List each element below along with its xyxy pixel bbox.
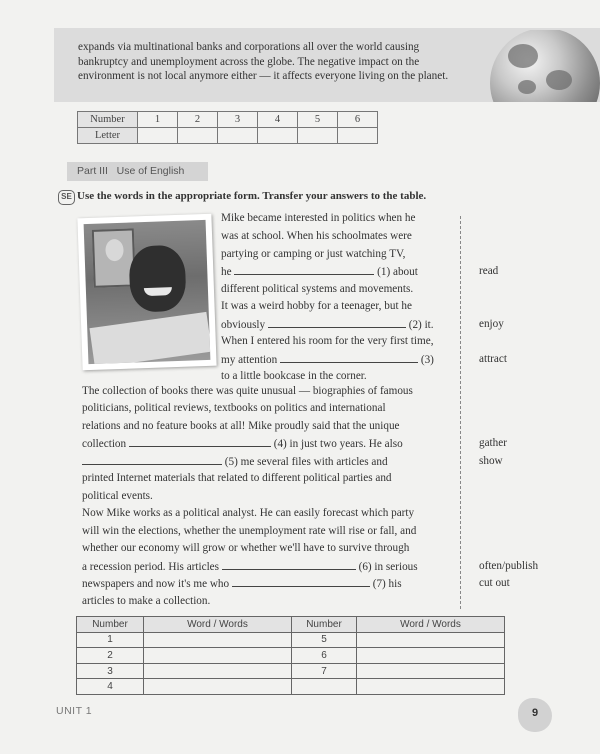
header-number: Number [292,617,357,633]
table-row [77,617,505,633]
header-words: Word / Words [357,617,505,633]
table-row [78,128,378,144]
answer-cell[interactable] [144,679,292,695]
answer-cell[interactable] [357,648,505,664]
gap-6[interactable] [222,560,356,570]
number-cell: 3 [218,112,258,128]
answer-cell[interactable] [144,663,292,679]
answer-number: 4 [77,679,144,695]
text-line: Now Mike works as a political analyst. He can easily forecast which party [82,507,415,519]
text-line: different political systems and movements. [221,283,414,295]
page-number: 9 [518,698,552,732]
text-line: politicians, political reviews, textbooks on politics and international [82,402,386,414]
text-line: political events. [82,490,153,502]
column-separator [460,216,461,609]
answer-number: 3 [77,663,144,679]
text-line: to a little bookcase in the corner. [221,370,367,382]
exercise-badge: SE [58,190,75,205]
number-cell: 4 [258,112,298,128]
letter-cell[interactable] [338,128,378,144]
answer-cell[interactable] [144,632,292,648]
answer-number [292,679,357,695]
table-row [77,648,505,664]
text-line: my attention (3) [221,354,434,366]
cue-word: often/publish [479,560,539,572]
banner-line: bankruptcy and unemployment across the globe. The negative impact on the [78,55,420,68]
answer-number: 5 [292,632,357,648]
row-label-number: Number [78,112,138,128]
text-line: (5) me several files with articles and [82,455,388,468]
globe-image [488,30,600,102]
header-words: Word / Words [144,617,292,633]
text-line: he (1) about [221,266,418,278]
letter-cell[interactable] [218,128,258,144]
text-line: whether our economy will grow or whether we'll have to survive through [82,542,410,554]
gap-5[interactable] [82,455,222,465]
photo-image [77,214,216,371]
number-cell: 1 [138,112,178,128]
table-row [77,679,505,695]
answer-cell[interactable] [357,663,505,679]
number-cell: 2 [178,112,218,128]
number-letter-table [77,111,378,144]
text-line: obviously (2) it. [221,319,434,331]
row-label-letter: Letter [78,128,138,144]
answer-cell[interactable] [357,679,505,695]
letter-cell[interactable] [298,128,338,144]
text-line: printed Internet materials that related to different political parties and [82,472,392,484]
text-line: It was a weird hobby for a teenager, but he [221,300,412,312]
text-line: relations and no feature books at all! Mike proudly said that the unique [82,420,400,432]
letter-cell[interactable] [258,128,298,144]
text-line: The collection of books there was quite unusual — biographies of famous [82,385,413,397]
text-line: articles to make a collection. [82,595,211,607]
gap-2[interactable] [268,318,406,328]
answer-cell[interactable] [357,632,505,648]
answer-cell[interactable] [144,648,292,664]
text-line: When I entered his room for the very first time, [221,335,434,347]
text-line: a recession period. His articles (6) in serious [82,561,418,573]
cue-word: show [479,455,503,467]
banner-line: expands via multinational banks and corporations all over the world causing [78,41,420,53]
answer-number: 6 [292,648,357,664]
table-row [77,632,505,648]
gap-3[interactable] [280,353,418,363]
table-row [78,112,378,128]
cue-word: enjoy [479,318,504,330]
text-line: collection (4) in just two years. He also [82,438,403,450]
unit-label: UNIT 1 [56,705,93,717]
cue-word: attract [479,353,507,365]
banner-text [78,40,478,84]
header-number: Number [77,617,144,633]
table-row [77,663,505,679]
text-line: will win the elections, whether the unemployment rate will rise or fall, and [82,525,417,537]
answer-table [76,616,505,695]
instruction-text: Use the words in the appropriate form. Transfer your answers to the table. [77,190,427,202]
text-line: newspapers and now it's me who (7) his [82,578,402,590]
part-heading: Part III Use of English [67,162,208,181]
letter-cell[interactable] [138,128,178,144]
cue-word: gather [479,437,507,449]
gap-4[interactable] [129,437,271,447]
text-line: was at school. When his schoolmates were [221,230,412,242]
letter-cell[interactable] [178,128,218,144]
answer-number: 2 [77,648,144,664]
number-cell: 5 [298,112,338,128]
text-line: Mike became interested in politics when he [221,212,416,224]
number-cell: 6 [338,112,378,128]
gap-1[interactable] [234,265,374,275]
answer-number: 7 [292,663,357,679]
cue-word: read [479,265,499,277]
banner-line: environment is not local anymore either — it affects everyone living on the planet. [78,70,449,82]
text-line: partying or camping or just watching TV, [221,248,406,260]
answer-number: 1 [77,632,144,648]
gap-7[interactable] [232,577,370,587]
cue-word: cut out [479,577,510,589]
